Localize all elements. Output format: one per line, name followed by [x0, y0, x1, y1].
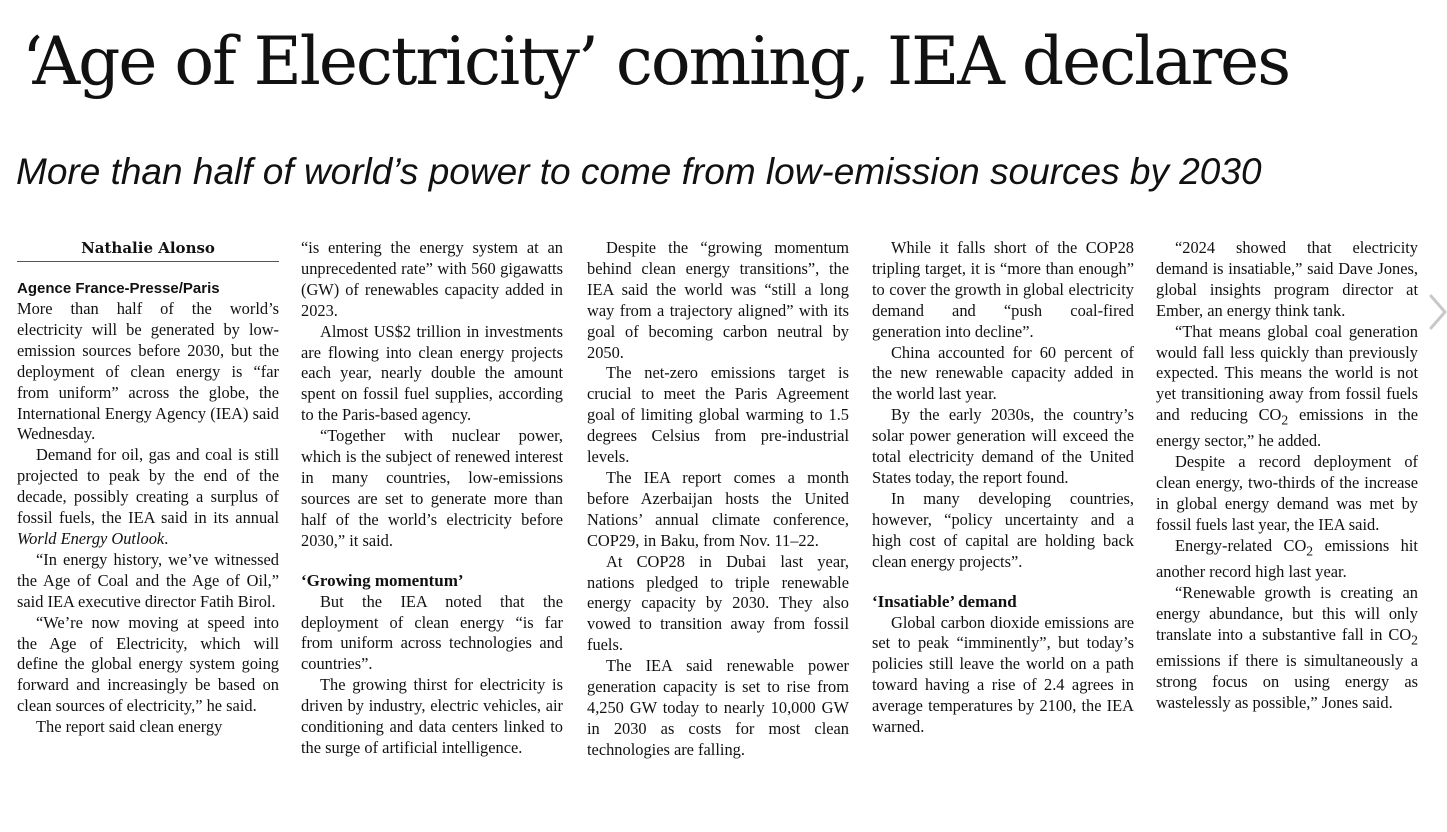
paragraph-text: . — [164, 528, 169, 548]
paragraph: Almost US$2 trillion in investments are flowing into clean energy projects each year, nearly double the amount spent on fossil fuel supplies, according to the Paris-based agency. — [301, 321, 563, 425]
paragraph: More than half of the world’s electricity will be generated by low-emission sources before 2030, but the deployment of clean energy is “far from uniform” across the globe, the International Energy Agency (IEA) said Wednesday. — [17, 299, 279, 444]
paragraph-text: “Renewable growth is creating an energy abundance, but this will only translate into a substantive fall in CO — [1156, 583, 1418, 644]
section-subhead: ‘Growing momentum’ — [301, 570, 464, 590]
paragraph: “We’re now moving at speed into the Age of Electricity, which will define the global energy system going forward and increasingly be based on clean sources of electricity,” he said. — [17, 612, 279, 716]
column-4 — [872, 238, 1134, 738]
next-page-button[interactable] — [1427, 292, 1447, 332]
paragraph: The IEA said renewable power generation capacity is set to rise from 4,250 GW today to nearly 10,000 GW in 2030 as costs for most clean technologies are falling. — [587, 656, 849, 759]
paragraph: Despite the “growing momentum behind clean energy transitions”, the IEA said the world was “still a long way from a trajectory aligned” with its goal of becoming carbon neutral by 2050. — [587, 238, 849, 362]
paragraph — [1156, 536, 1418, 583]
dateline: Agence France-Presse/Paris — [17, 280, 220, 297]
byline: Nathalie Alonso — [17, 238, 279, 262]
paragraph: The growing thirst for electricity is driven by industry, electric vehicles, air conditioning and data centers linked to the surge of artificial intelligence. — [301, 675, 563, 757]
paragraph-text: “That means global coal generation would fall less quickly than previously expected. This means the world is not yet transitioning away from fossil fuels and reducing CO — [1156, 321, 1418, 425]
paragraph: But the IEA noted that the deployment of clean energy “is far from uniform across technologies and countries”. — [301, 591, 563, 674]
paragraph: China accounted for 60 percent of the new renewable capacity added in the world last year. — [872, 342, 1134, 404]
headline: ‘Age of Electricity’ coming, IEA declares — [22, 23, 1290, 100]
paragraph: “Together with nuclear power, which is the subject of renewed interest in many countries, low-emissions sources are set to generate more than half of the world’s electricity before 2030,” it said. — [301, 426, 563, 550]
publication-title: World Energy Outlook — [17, 528, 165, 548]
paragraph: “In energy history, we’ve witnessed the Age of Coal and the Age of Oil,” said IEA executive director Fatih Birol. — [17, 549, 279, 611]
subscript: 2 — [1411, 632, 1418, 648]
paragraph-text: emissions hit another record high last year. — [1156, 535, 1418, 582]
subheadline: More than half of world’s power to come from low-emission sources by 2030 — [16, 151, 1262, 192]
paragraph: “2024 showed that electricity demand is insatiable,” said Dave Jones, global insights program director at Ember, an energy think tank. — [1156, 238, 1418, 320]
paragraph: By the early 2030s, the country’s solar power generation will exceed the total electricity demand of the United States today, the report found. — [872, 405, 1134, 487]
paragraph-text: Demand for oil, gas and coal is still projected to peak by the end of the decade, possibly creating a surplus of fossil fuels, the IEA said in its annual — [17, 445, 279, 528]
paragraph: “is entering the energy system at an unprecedented rate” with 560 gigawatts (GW) of renewables capacity added in 2023. — [301, 238, 563, 320]
paragraph — [17, 445, 279, 550]
column-2 — [301, 238, 563, 759]
paragraph — [1156, 583, 1418, 714]
paragraph: Global carbon dioxide emissions are set to peak “imminently”, but today’s policies still leave the world on a path toward having a rise of 2.4 agrees in average temperatures by 2100, the IEA warned. — [872, 612, 1134, 737]
subscript: 2 — [1281, 412, 1289, 428]
section-subhead: ‘Insatiable’ demand — [872, 591, 1017, 611]
paragraph-text: emissions in the energy sector,” he added. — [1156, 405, 1418, 451]
paragraph: The net-zero emissions target is crucial to meet the Paris Agreement goal of limiting global warming to 1.5 degrees Celsius from pre-industrial levels. — [587, 363, 849, 467]
paragraph-text: emissions if there is simultaneously a strong focus on using energy as wastelessly as possible,” Jones said. — [1156, 651, 1418, 712]
paragraph: In many developing countries, however, “policy uncertainty and a high cost of capital are holding back clean energy projects”. — [872, 488, 1134, 571]
chevron-right-icon — [1427, 292, 1447, 332]
paragraph: The report said clean energy — [36, 717, 223, 737]
subscript: 2 — [1306, 543, 1314, 559]
column-3 — [587, 238, 849, 761]
paragraph: While it falls short of the COP28 tripling target, it is “more than enough” to cover the growth in global electricity demand and “push coal-fired generation into decline”. — [872, 238, 1134, 341]
paragraph-text: Energy-related CO — [1175, 535, 1307, 555]
paragraph — [1156, 322, 1418, 453]
paragraph: The IEA report comes a month before Azerbaijan hosts the United Nations’ annual climate conference, COP29, in Baku, from Nov. 11–22. — [587, 467, 849, 550]
column-1 — [17, 238, 279, 738]
paragraph: Despite a record deployment of clean energy, two-thirds of the increase in global energy demand was met by fossil fuels last year, the IEA said. — [1156, 452, 1418, 535]
paragraph: At COP28 in Dubai last year, nations pledged to triple renewable energy capacity by 2030. They also vowed to transition away from fossil fuels. — [587, 551, 849, 655]
column-5 — [1156, 238, 1418, 714]
